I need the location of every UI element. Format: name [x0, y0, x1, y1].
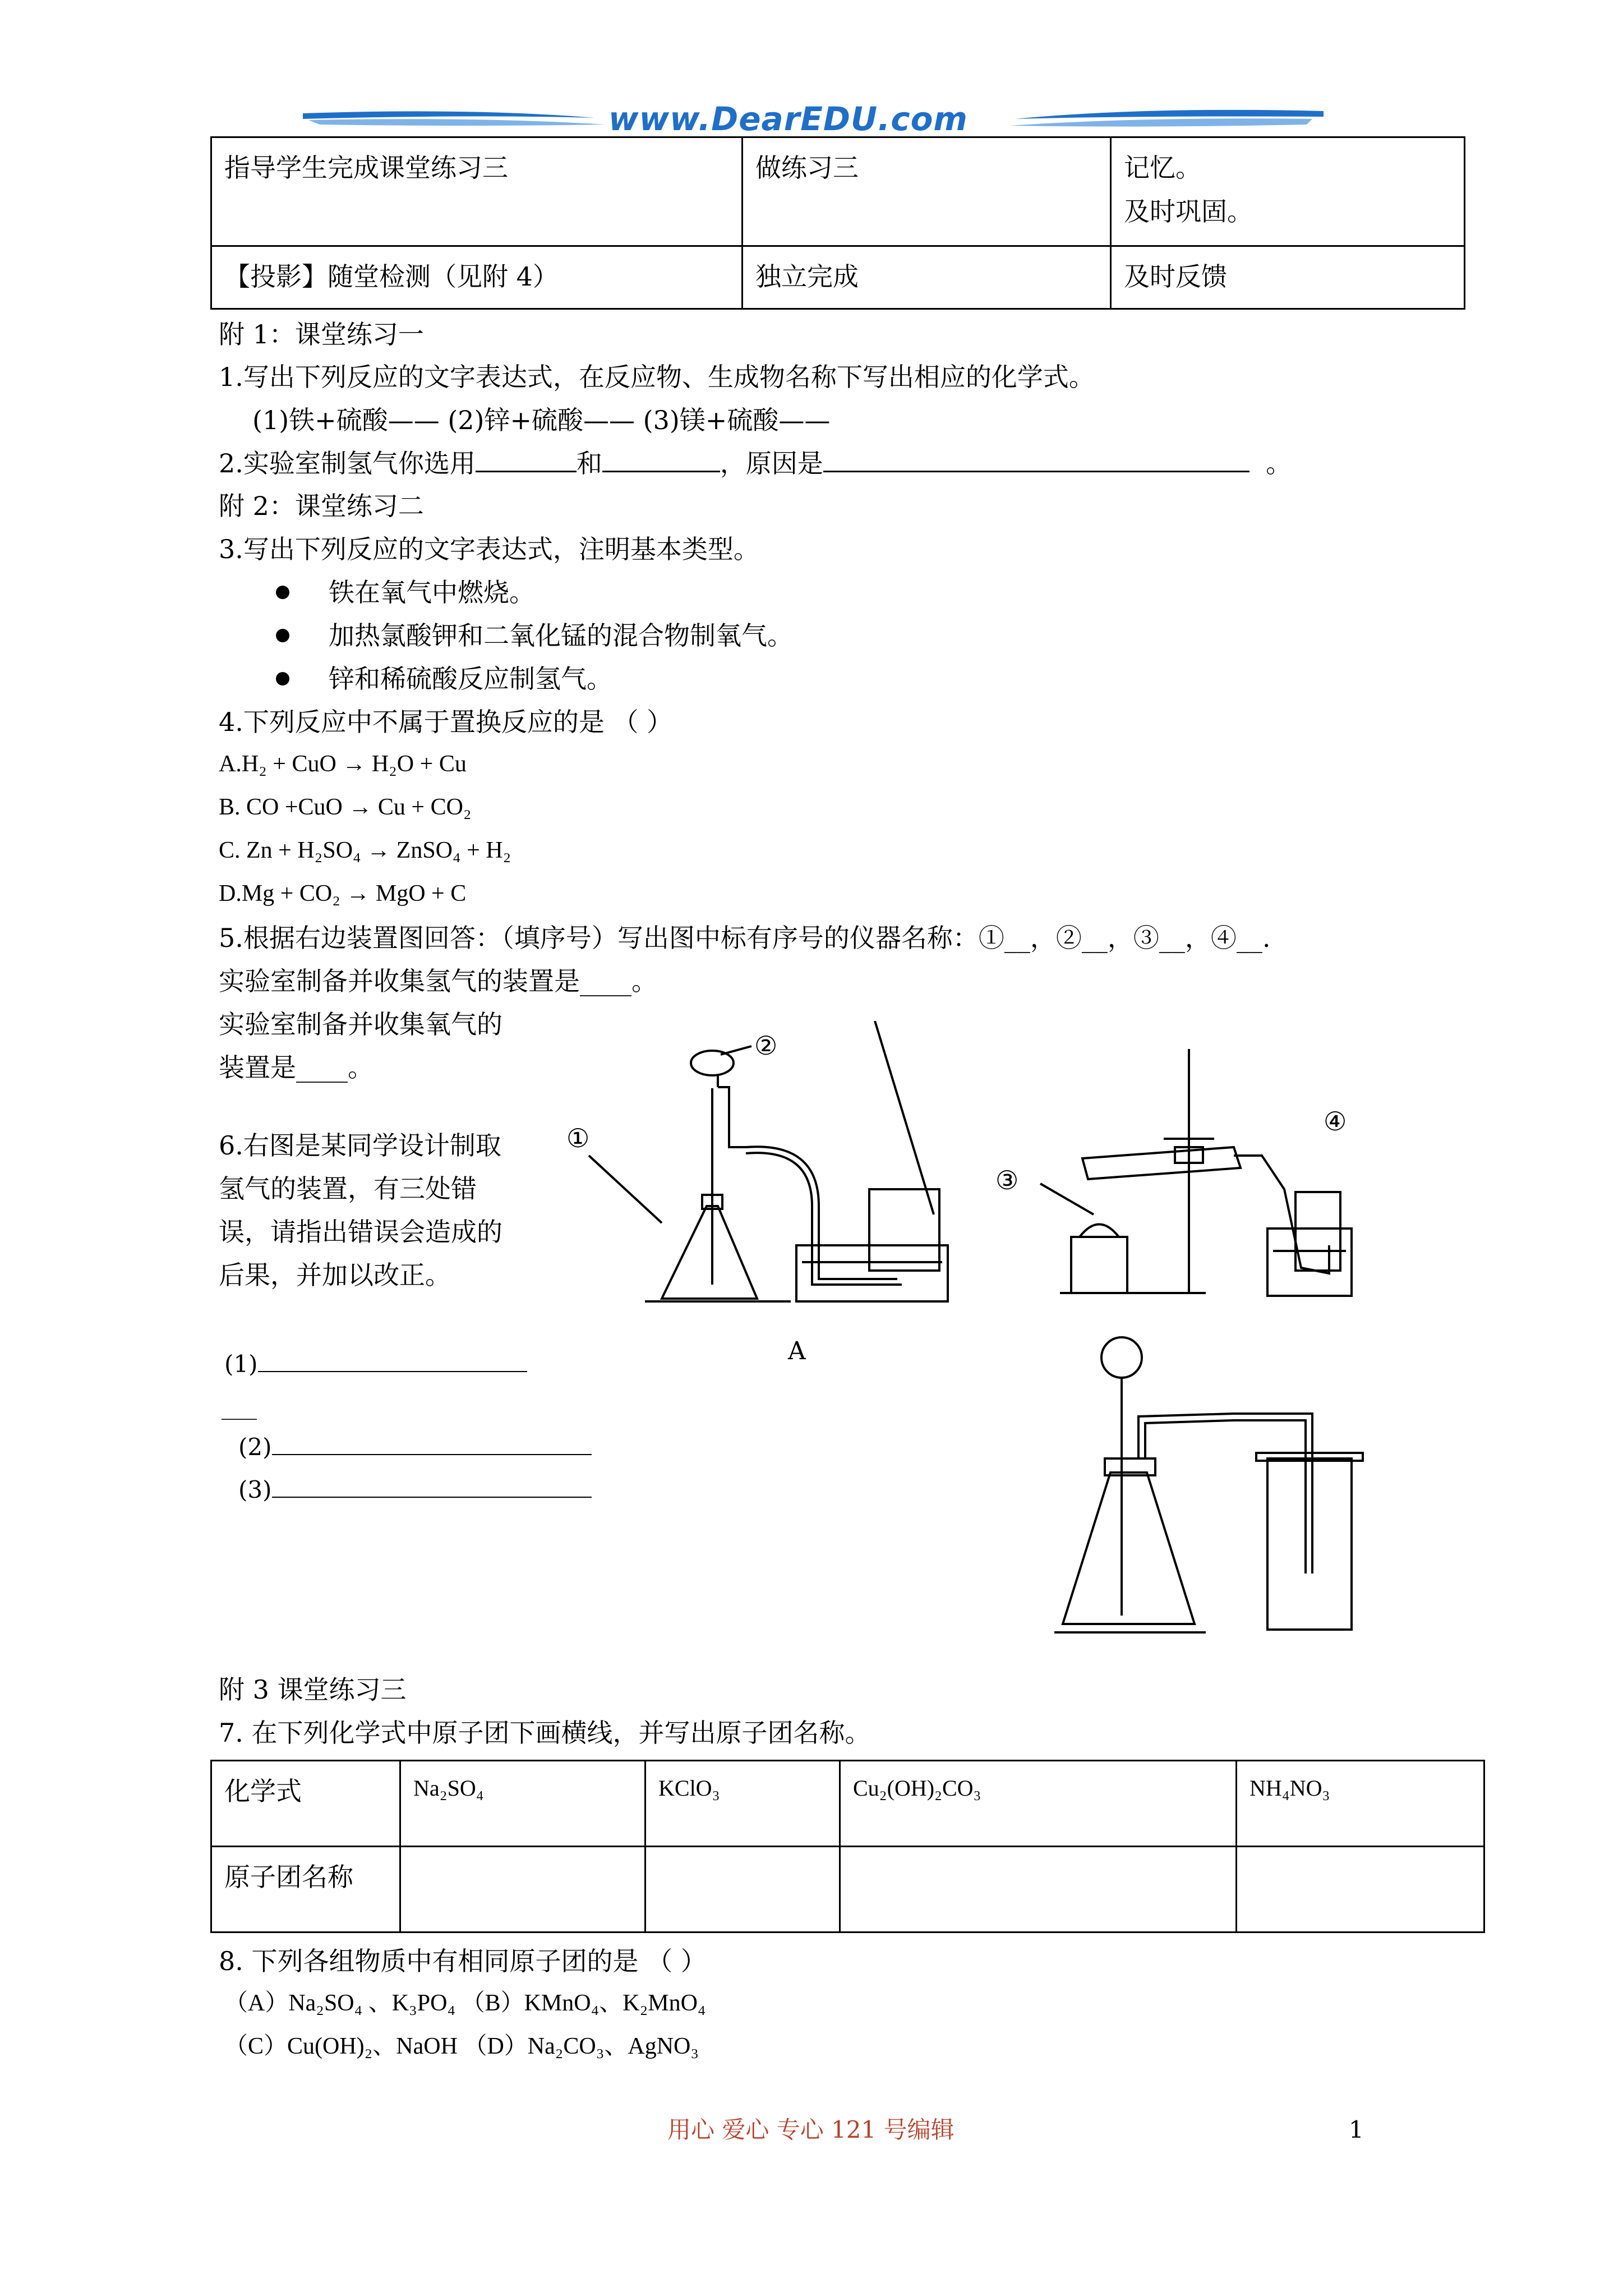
answer-1: (1) — [224, 1349, 527, 1380]
question-6: 6.右图是某同学设计制取 — [219, 1130, 501, 1161]
question-4: 4.下列反应中不属于置换反应的是 （ ） — [219, 707, 673, 737]
table-row — [211, 246, 1465, 309]
table-cell: Na₂SO₄ — [400, 1761, 645, 1847]
figure-label-3: ③ — [995, 1165, 1019, 1195]
bullet-icon — [276, 672, 289, 685]
table-cell: NH₄NO₃ — [1237, 1761, 1484, 1847]
formula-table — [210, 1760, 1485, 1933]
question-1: 1.写出下列反应的文字表达式，在反应物、生成物名称下写出相应的化学式。 — [219, 362, 1095, 392]
question-7: 7. 在下列化学式中原子团下画横线，并写出原子团名称。 — [219, 1718, 871, 1748]
table-cell: Cu₂(OH)₂CO₃ — [840, 1761, 1237, 1847]
table-cell — [840, 1847, 1237, 1932]
student-activity-cell: 做练习三 — [743, 137, 1111, 246]
q8-options-line-1: （A）Na₂SO₄ 、K₃PO₄ （B）KMnO₄、K₂MnO₄ — [224, 1990, 706, 2016]
table-row — [211, 137, 1465, 246]
table-cell — [645, 1847, 840, 1932]
appendix-1-heading: 附 1：课堂练习一 — [219, 319, 424, 349]
question-2: 2.实验室制氢气你选用 和 ，原因是 。 — [219, 448, 1292, 478]
apparatus-figure-a — [555, 1021, 1464, 1313]
bullet-icon — [276, 586, 289, 599]
table-cell: KClO₃ — [645, 1761, 840, 1847]
table-row — [211, 1847, 1484, 1932]
question-5: 5.根据右边装置图回答：（填序号）写出图中标有序号的仪器名称：①__，②__，③__，④__. — [219, 923, 1271, 953]
answer-3: (3) — [238, 1475, 592, 1506]
table-cell: 原子团名称 — [211, 1847, 400, 1932]
q4-option-c: C. Zn + H₂SO₄ → ZnSO₄ + H₂ — [219, 838, 511, 863]
purpose-cell: 记忆。 及时巩固。 — [1111, 137, 1465, 246]
appendix-2-heading: 附 2：课堂练习二 — [219, 491, 424, 521]
question-6-line3: 误，请指出错误会造成的 — [219, 1217, 502, 1247]
question-8: 8. 下列各组物质中有相同原子团的是 （ ） — [219, 1946, 707, 1976]
q4-option-a: A.H₂ + CuO → H₂O + Cu — [219, 751, 467, 777]
answer-2: (2) — [238, 1432, 592, 1463]
page-number: 1 — [1349, 2116, 1364, 2143]
lesson-table — [210, 136, 1465, 310]
figure-label-4: ④ — [1324, 1106, 1347, 1137]
q4-option-d: D.Mg + CO₂ → MgO + C — [219, 881, 467, 907]
table-cell — [400, 1847, 645, 1932]
teacher-activity-cell: 指导学生完成课堂练习三 — [211, 137, 743, 246]
question-6-line4: 后果，并加以改正。 — [219, 1260, 451, 1290]
student-activity-cell: 独立完成 — [743, 246, 1111, 309]
purpose-cell: 及时反馈 — [1111, 246, 1465, 309]
question-3: 3.写出下列反应的文字表达式，注明基本类型。 — [219, 534, 759, 564]
figure-a-caption: A — [788, 1337, 806, 1365]
figure-label-2: ② — [754, 1030, 778, 1061]
table-row — [211, 1761, 1484, 1847]
q8-options-line-2: （C）Cu(OH)₂、NaOH （D）Na₂CO₃、AgNO₃ — [224, 2033, 699, 2059]
list-item: 加热氯酸钾和二氧化锰的混合物制氧气。 — [276, 619, 793, 653]
figure-label-1: ① — [566, 1123, 590, 1153]
question-5-oxygen: 实验室制备并收集氧气的 — [219, 1009, 502, 1039]
q4-option-b: B. CO +CuO → Cu + CO₂ — [219, 794, 472, 820]
footer-text: 用心 爱心 专心 121 号编辑 — [667, 2116, 955, 2143]
appendix-3-heading: 附 3 课堂练习三 — [219, 1674, 407, 1705]
question-5-oxygen-cont: 装置是____。 — [219, 1052, 374, 1083]
question-1-items: (1)铁+硫酸—— (2)锌+硫酸—— (3)镁+硫酸—— — [252, 405, 831, 435]
teacher-activity-cell: 【投影】随堂检测（见附 4） — [211, 246, 743, 309]
hydrogen-apparatus-figure — [1054, 1318, 1402, 1638]
question-5-hydrogen: 实验室制备并收集氢气的装置是____。 — [219, 966, 657, 996]
list-item: 铁在氧气中燃烧。 — [276, 576, 535, 610]
bullet-icon — [276, 629, 289, 642]
list-item: 锌和稀硫酸反应制氢气。 — [276, 662, 612, 696]
question-6-line2: 氢气的装置，有三处错 — [219, 1174, 477, 1204]
table-cell — [1237, 1847, 1484, 1932]
table-cell: 化学式 — [211, 1761, 400, 1847]
answer-1-continued: ___ — [222, 1392, 257, 1420]
site-logo-text: www.DearEDU.com — [608, 100, 968, 138]
